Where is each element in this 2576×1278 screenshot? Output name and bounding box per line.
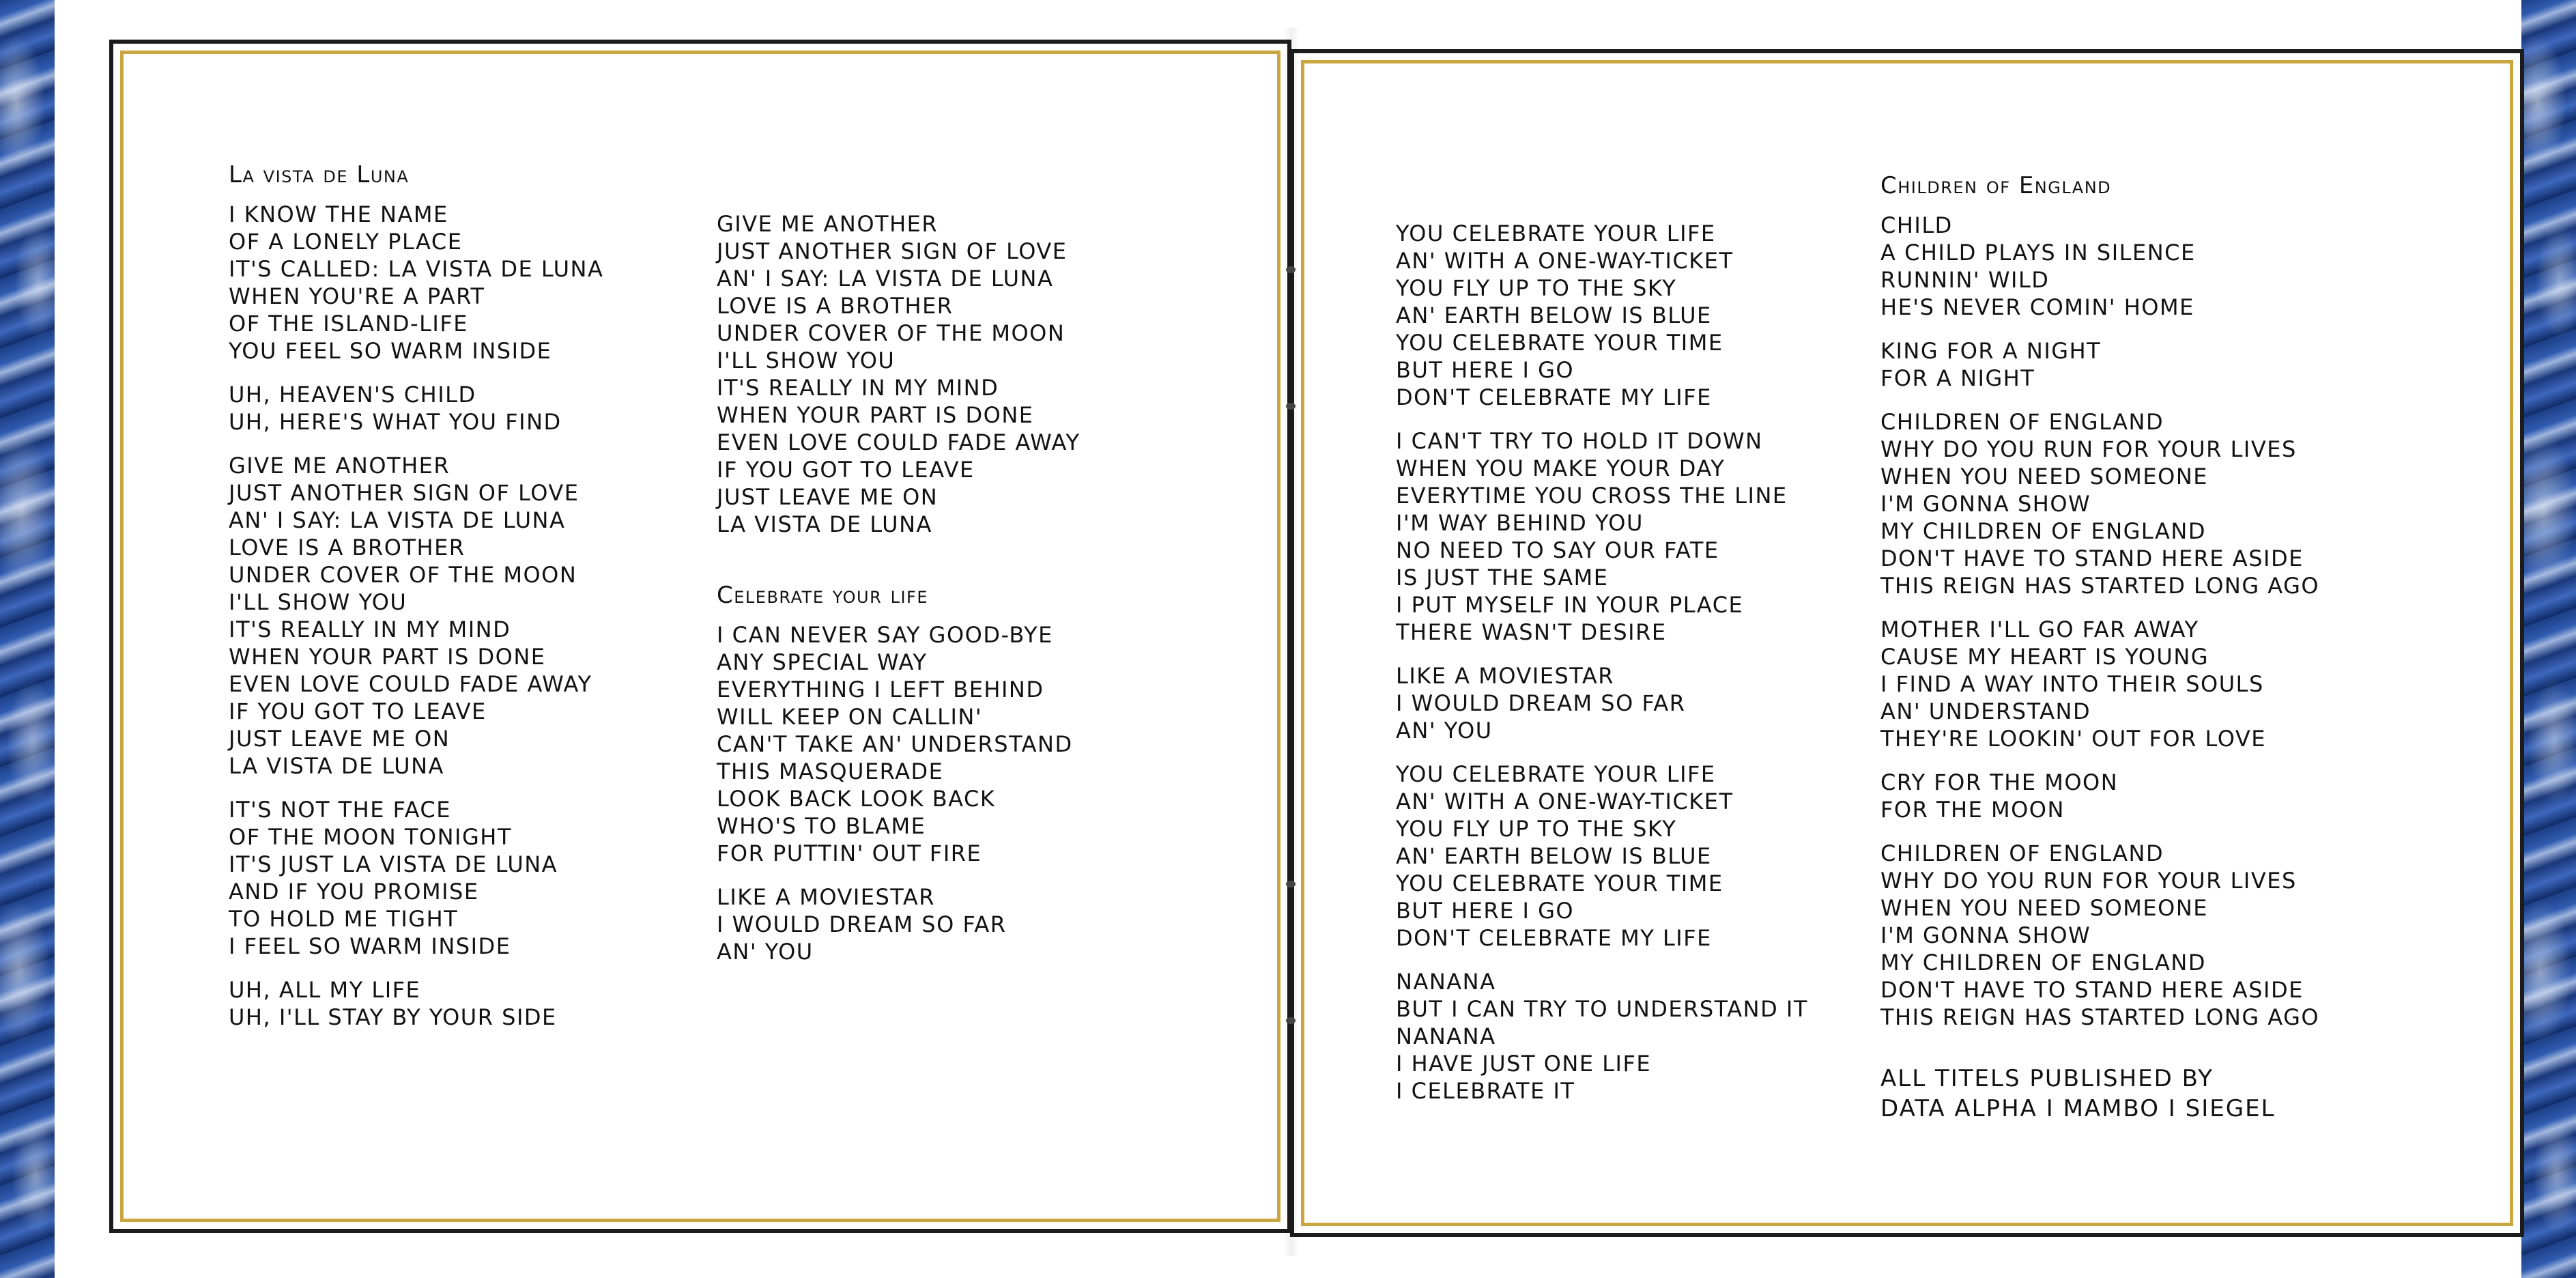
lyric-line: WILL KEEP ON CALLIN' (717, 704, 983, 730)
binding-hole (1286, 881, 1296, 888)
lyric-line: MY CHILDREN OF ENGLAND (1880, 518, 2206, 544)
lyric-line: FOR PUTTIN' OUT FIRE (717, 840, 982, 866)
page-fold (1283, 27, 1300, 1256)
lyric-line: IT'S REALLY IN MY MIND (717, 375, 999, 401)
lyric-line: I'LL SHOW YOU (229, 589, 407, 615)
lyric-line: IT'S JUST LA VISTA DE LUNA (229, 851, 558, 877)
lyric-line: YOU CELEBRATE YOUR TIME (1396, 330, 1723, 356)
lyric-line: MY CHILDREN OF ENGLAND (1880, 950, 2206, 976)
marble-edge-right (2521, 0, 2576, 1278)
lyric-line: HE'S NEVER COMIN' HOME (1880, 294, 2194, 320)
lyric-line: EVERYTIME YOU CROSS THE LINE (1396, 483, 1788, 509)
lyric-line: AN' YOU (717, 939, 814, 965)
lyric-line: JUST LEAVE ME ON (229, 726, 450, 752)
lyric-line: I CAN'T TRY TO HOLD IT DOWN (1396, 428, 1763, 454)
lyric-line: I FEEL SO WARM INSIDE (229, 933, 511, 959)
lyric-line: CHILDREN OF ENGLAND (1880, 840, 2164, 866)
lyric-line: AN' WITH A ONE-WAY-TICKET (1396, 789, 1734, 814)
lyric-line: DON'T HAVE TO STAND HERE ASIDE (1880, 545, 2304, 571)
lyric-line: I'M GONNA SHOW (1880, 491, 2091, 517)
lyric-line: CHILDREN OF ENGLAND (1880, 409, 2164, 435)
lyric-line: AN' EARTH BELOW IS BLUE (1396, 843, 1712, 869)
lyric-line: IS JUST THE SAME (1396, 565, 1609, 591)
lyric-line: IF YOU GOT TO LEAVE (717, 457, 975, 483)
lyric-line: NO NEED TO SAY OUR FATE (1396, 537, 1719, 563)
credits-line-2: DATA ALPHA I MAMBO I SIEGEL (1880, 1095, 2276, 1122)
lyric-line: CAN'T TAKE AN' UNDERSTAND (717, 731, 1073, 757)
lyric-line: AN' UNDERSTAND (1880, 698, 2091, 724)
lyric-line: LOOK BACK LOOK BACK (717, 786, 996, 812)
lyric-line: WHO'S TO BLAME (717, 813, 926, 839)
lyric-line: LIKE A MOVIESTAR (1396, 663, 1614, 689)
lyric-line: CRY FOR THE MOON (1880, 769, 2119, 795)
lyric-line: AN' I SAY: LA VISTA DE LUNA (229, 507, 566, 533)
lyric-line: IT'S CALLED: LA VISTA DE LUNA (229, 256, 604, 282)
lyric-line: THIS REIGN HAS STARTED LONG AGO (1880, 573, 2320, 599)
lyric-line: YOU CELEBRATE YOUR LIFE (1396, 761, 1716, 787)
credits-line-1: ALL TITELS PUBLISHED BY (1880, 1065, 2214, 1092)
lyric-line: KING FOR A NIGHT (1880, 338, 2102, 364)
lyric-line: LIKE A MOVIESTAR (717, 884, 935, 910)
song-title: Celebrate your life (717, 582, 928, 609)
lyric-line: I FIND A WAY INTO THEIR SOULS (1880, 671, 2264, 697)
lyric-line: YOU FEEL SO WARM INSIDE (229, 338, 552, 364)
lyric-line: IT'S NOT THE FACE (229, 797, 451, 823)
lyric-line: I KNOW THE NAME (229, 201, 448, 227)
lyric-line: BUT HERE I GO (1396, 898, 1575, 924)
lyric-line: MOTHER I'LL GO FAR AWAY (1880, 616, 2199, 642)
lyric-line: UH, I'LL STAY BY YOUR SIDE (229, 1004, 557, 1030)
lyric-line: I WOULD DREAM SO FAR (717, 911, 1007, 937)
lyric-line: CHILD (1880, 212, 1953, 238)
lyrics-column-1 (229, 161, 603, 1031)
lyric-line: I WOULD DREAM SO FAR (1396, 690, 1686, 716)
lyric-line: GIVE ME ANOTHER (717, 211, 939, 237)
lyric-line: NANANA (1396, 1023, 1496, 1049)
lyric-line: FOR A NIGHT (1880, 365, 2035, 391)
lyric-line: YOU FLY UP TO THE SKY (1396, 816, 1677, 842)
lyric-line: LA VISTA DE LUNA (229, 753, 444, 779)
lyric-line: RUNNIN' WILD (1880, 267, 2050, 293)
lyric-line: DON'T HAVE TO STAND HERE ASIDE (1880, 977, 2304, 1003)
lyric-line: YOU CELEBRATE YOUR LIFE (1396, 221, 1716, 246)
lyric-line: AN' YOU (1396, 718, 1493, 743)
binding-hole (1286, 403, 1296, 410)
lyric-line: I CAN NEVER SAY GOOD-BYE (717, 622, 1053, 648)
lyric-line: TO HOLD ME TIGHT (229, 906, 459, 932)
lyric-line: WHY DO YOU RUN FOR YOUR LIVES (1880, 868, 2297, 894)
lyric-line: UNDER COVER OF THE MOON (229, 562, 577, 588)
lyric-line: WHEN YOUR PART IS DONE (229, 644, 546, 670)
lyric-line: YOU FLY UP TO THE SKY (1396, 275, 1677, 301)
lyric-line: WHEN YOUR PART IS DONE (717, 402, 1034, 428)
lyric-line: EVEN LOVE COULD FADE AWAY (229, 671, 592, 697)
lyric-line: FOR THE MOON (1880, 797, 2065, 823)
lyric-line: UH, HERE'S WHAT YOU FIND (229, 409, 562, 435)
lyric-line: THIS REIGN HAS STARTED LONG AGO (1880, 1004, 2320, 1030)
song-title: Children of England (1880, 172, 2112, 199)
lyric-line: JUST LEAVE ME ON (717, 484, 939, 510)
lyric-line: I CELEBRATE IT (1396, 1078, 1575, 1104)
song-title: La vista de Luna (229, 161, 410, 188)
lyric-line: A CHILD PLAYS IN SILENCE (1880, 240, 2196, 266)
lyric-line: YOU CELEBRATE YOUR TIME (1396, 870, 1723, 896)
lyric-line: DON'T CELEBRATE MY LIFE (1396, 384, 1712, 410)
lyric-line: AN' I SAY: LA VISTA DE LUNA (717, 266, 1054, 292)
lyric-line: UH, HEAVEN'S CHILD (229, 382, 476, 408)
lyric-line: CAUSE MY HEART IS YOUNG (1880, 644, 2209, 670)
lyric-line: WHEN YOU'RE A PART (229, 283, 485, 309)
lyric-line: LOVE IS A BROTHER (229, 535, 466, 560)
lyric-line: THIS MASQUERADE (717, 758, 944, 784)
lyric-line: UNDER COVER OF THE MOON (717, 320, 1065, 346)
binding-hole (1286, 266, 1296, 273)
lyric-line: OF THE ISLAND-LIFE (229, 311, 468, 337)
lyric-line: GIVE ME ANOTHER (229, 453, 450, 479)
lyric-line: THERE WASN'T DESIRE (1396, 619, 1667, 645)
lyric-line: BUT HERE I GO (1396, 357, 1575, 383)
lyric-line: I HAVE JUST ONE LIFE (1396, 1051, 1652, 1077)
lyric-line: BUT I CAN TRY TO UNDERSTAND IT (1396, 996, 1808, 1022)
lyric-line: ANY SPECIAL WAY (717, 649, 928, 675)
lyric-line: WHEN YOU NEED SOMEONE (1880, 464, 2208, 489)
lyrics-column-4 (1880, 172, 2319, 1124)
lyric-line: EVERYTHING I LEFT BEHIND (717, 677, 1044, 702)
lyric-line: OF A LONELY PLACE (229, 229, 463, 255)
lyric-line: JUST ANOTHER SIGN OF LOVE (717, 238, 1068, 264)
lyric-line: AN' EARTH BELOW IS BLUE (1396, 302, 1712, 328)
lyric-line: NANANA (1396, 969, 1496, 995)
marble-edge-left (0, 0, 55, 1278)
binding-hole (1286, 1017, 1296, 1024)
lyric-line: I'M WAY BEHIND YOU (1396, 510, 1644, 536)
lyric-line: WHY DO YOU RUN FOR YOUR LIVES (1880, 436, 2297, 462)
lyric-line: IT'S REALLY IN MY MIND (229, 616, 511, 642)
lyric-line: LA VISTA DE LUNA (717, 511, 932, 537)
lyric-line: EVEN LOVE COULD FADE AWAY (717, 429, 1081, 455)
lyric-line: UH, ALL MY LIFE (229, 977, 421, 1003)
lyric-line: DON'T CELEBRATE MY LIFE (1396, 925, 1712, 951)
lyric-line: OF THE MOON TONIGHT (229, 824, 512, 850)
lyrics-column-3 (1396, 220, 1808, 1105)
lyric-line: I'M GONNA SHOW (1880, 922, 2091, 948)
lyrics-column-2 (717, 210, 1081, 965)
lyric-line: AN' WITH A ONE-WAY-TICKET (1396, 248, 1734, 274)
lyric-line: IF YOU GOT TO LEAVE (229, 698, 487, 724)
lyric-line: THEY'RE LOOKIN' OUT FOR LOVE (1880, 726, 2266, 752)
lyric-line: I PUT MYSELF IN YOUR PLACE (1396, 592, 1744, 618)
lyric-line: I'LL SHOW YOU (717, 347, 896, 373)
lyric-line: AND IF YOU PROMISE (229, 879, 479, 905)
lyric-line: JUST ANOTHER SIGN OF LOVE (229, 480, 579, 506)
lyric-line: LOVE IS A BROTHER (717, 293, 954, 319)
lyric-line: WHEN YOU MAKE YOUR DAY (1396, 455, 1726, 481)
lyric-line: WHEN YOU NEED SOMEONE (1880, 895, 2208, 921)
